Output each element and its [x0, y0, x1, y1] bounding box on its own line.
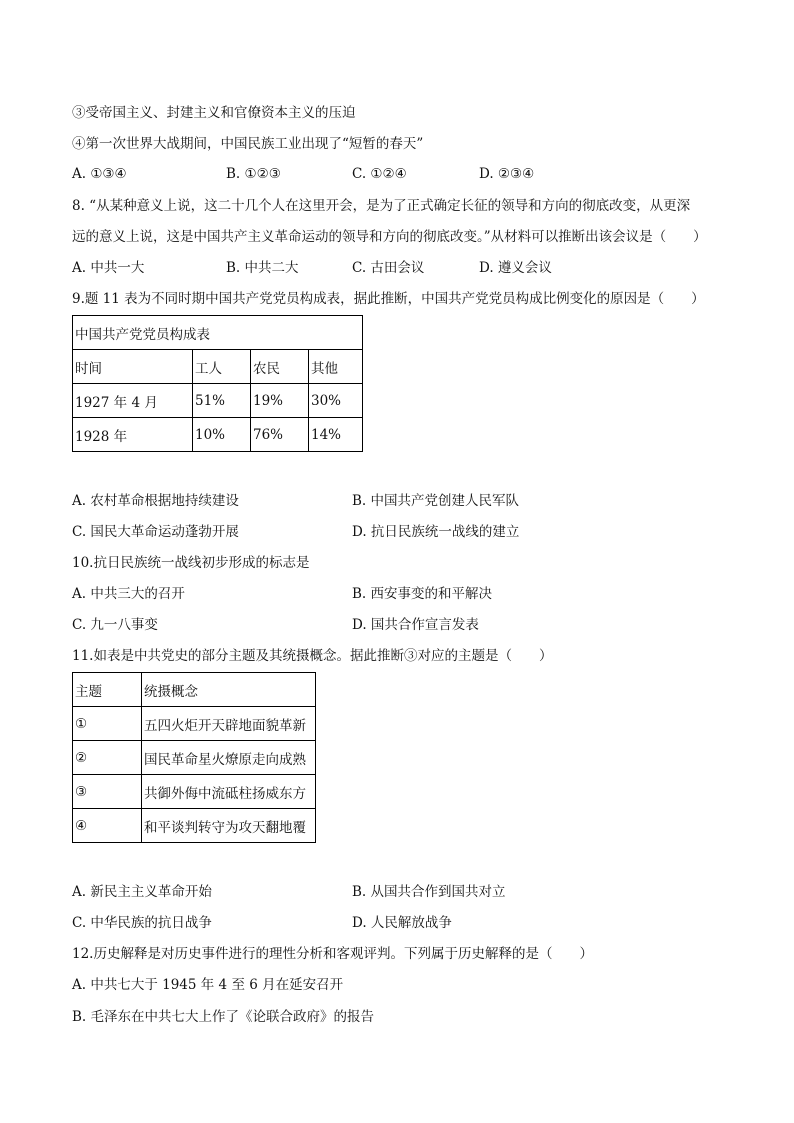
table-header: 工人	[193, 350, 251, 384]
table-cell: 和平谈判转守为攻天翻地覆	[142, 809, 316, 843]
q7-option-a: A. ①③④	[72, 166, 127, 182]
q9-table	[72, 315, 363, 452]
q8-option-b: B. 中共二大	[226, 260, 299, 276]
q8-stem-line1: 8. “从某种意义上说，这二十几个人在这里开会，是为了正式确定长征的领导和方向的彻底改变，从更深	[72, 198, 691, 214]
table-cell: 10%	[193, 418, 251, 452]
table-row	[73, 809, 316, 843]
table-row	[73, 775, 316, 809]
table-cell: ③	[73, 775, 142, 809]
table-cell: ②	[73, 741, 142, 775]
q7-option-b: B. ①②③	[226, 166, 281, 182]
table-row	[73, 707, 316, 741]
q8-option-d: D. 遵义会议	[479, 260, 552, 276]
q8-option-a: A. 中共一大	[72, 260, 145, 276]
table-cell: 19%	[251, 384, 309, 418]
q9-option-c: C. 国民大革命运动蓬勃开展	[72, 524, 239, 540]
table-cell: 30%	[309, 384, 363, 418]
table-cell: 五四火炬开天辟地面貌革新	[142, 707, 316, 741]
table-cell: 51%	[193, 384, 251, 418]
table-row	[73, 384, 363, 418]
table-cell: ④	[73, 809, 142, 843]
q9-option-d: D. 抗日民族统一战线的建立	[352, 524, 520, 540]
table-cell: 14%	[309, 418, 363, 452]
q7-option-c: C. ①②④	[352, 166, 407, 182]
table-cell: 共御外侮中流砥柱扬威东方	[142, 775, 316, 809]
table-row	[73, 741, 316, 775]
table-cell: 76%	[251, 418, 309, 452]
q7-item-3: ③受帝国主义、封建主义和官僚资本主义的压迫	[72, 105, 356, 121]
q9-option-b: B. 中国共产党创建人民军队	[352, 493, 520, 509]
table-header: 主题	[73, 673, 142, 707]
table-cell: ①	[73, 707, 142, 741]
q8-option-c: C. 古田会议	[352, 260, 425, 276]
table-cell: 1927 年 4 月	[73, 384, 193, 418]
q7-option-d: D. ②③④	[479, 166, 535, 182]
table-cell: 国民革命星火燎原走向成熟	[142, 741, 316, 775]
table-header: 统摄概念	[142, 673, 316, 707]
q11-stem: 11.如表是中共党史的部分主题及其统摄概念。据此推断③对应的主题是（ ）	[72, 648, 553, 664]
q11-option-d: D. 人民解放战争	[352, 915, 452, 931]
q10-option-a: A. 中共三大的召开	[72, 586, 185, 602]
q11-option-c: C. 中华民族的抗日战争	[72, 915, 212, 931]
q11-option-b: B. 从国共合作到国共对立	[352, 884, 506, 900]
q12-stem: 12.历史解释是对历史事件进行的理性分析和客观评判。下列属于历史解释的是（ ）	[72, 946, 593, 962]
table-cell: 1928 年	[73, 418, 193, 452]
q10-option-d: D. 国共合作宣言发表	[352, 617, 479, 633]
q9-stem: 9.题 11 表为不同时期中国共产党党员构成表，据此推断，中国共产党党员构成比例变化的原因是（ ）	[72, 291, 705, 307]
q10-option-c: C. 九一八事变	[72, 617, 158, 633]
table-title: 中国共产党党员构成表	[73, 316, 363, 350]
q9-option-a: A. 农村革命根据地持续建设	[72, 493, 239, 509]
table-header: 农民	[251, 350, 309, 384]
q12-option-b: B. 毛泽东在中共七大上作了《论联合政府》的报告	[72, 1009, 375, 1025]
table-header: 时间	[73, 350, 193, 384]
q11-table	[72, 672, 316, 843]
table-header: 其他	[309, 350, 363, 384]
table-header-row	[73, 673, 316, 707]
q10-stem: 10.抗日民族统一战线初步形成的标志是	[72, 555, 310, 571]
q10-option-b: B. 西安事变的和平解决	[352, 586, 493, 602]
table-row	[73, 316, 363, 350]
q7-item-4: ④第一次世界大战期间，中国民族工业出现了“短暂的春天”	[72, 136, 424, 152]
table-row	[73, 418, 363, 452]
q11-option-a: A. 新民主主义革命开始	[72, 884, 212, 900]
q12-option-a: A. 中共七大于 1945 年 4 至 6 月在延安召开	[72, 977, 344, 993]
table-header-row	[73, 350, 363, 384]
q8-stem-line2: 远的意义上说，这是中国共产主义革命运动的领导和方向的彻底改变。”从材料可以推断出该会议是（ ）	[72, 229, 707, 245]
